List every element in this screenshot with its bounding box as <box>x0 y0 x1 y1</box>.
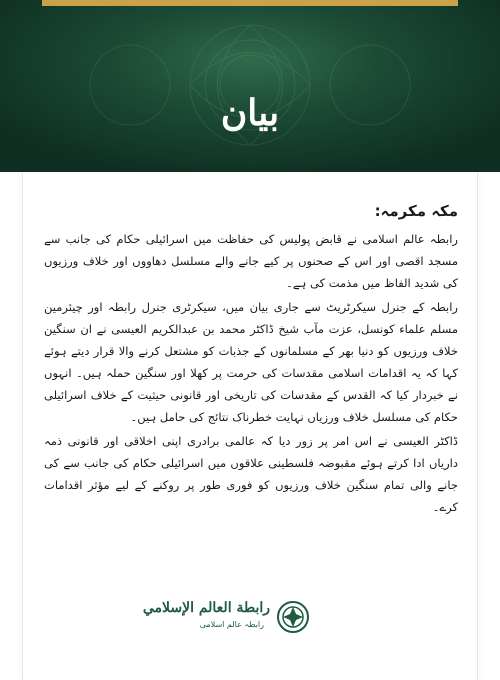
paragraph: ڈاکٹر العیسی نے اس امر پر زور دیا کہ عالمی برادری اپنی اخلاقی اور قانونی ذمہ داریاں ادا کرتے ہوئے مقبوضہ فلسطینی علاقوں میں اسرائیلی حکام کی جانب سے کی جانے والی تمام سنگین خلاف ورزیوں کو فوری طور پر روکنے کے لیے مؤثر اقدامات کرے۔ <box>44 434 458 514</box>
statement-body <box>44 200 458 520</box>
header-banner <box>0 0 500 172</box>
emblem-icon <box>276 600 310 634</box>
logo-subtitle: رابطہ عالم اسلامی <box>199 620 264 629</box>
logo-name: رابطة العالم الإسلامي <box>142 600 270 616</box>
organization-logo <box>142 598 310 646</box>
arabesque-pattern-icon <box>60 10 440 160</box>
paragraph: رابطہ عالم اسلامی نے قابض پولیس کی حفاظت میں اسرائیلی حکام کی جانب سے مسجد اقصی اور اس کے صحنوں پر کیے جانے والے مسلسل دھاووں اور خلاف ورزیوں کی شدید الفاظ میں مذمت کی ہے۔ <box>44 232 458 290</box>
paragraph: رابطہ کے جنرل سیکرٹریٹ سے جاری بیان میں، سیکرٹری جنرل رابطہ اور چیئرمین مسلم علماء کونسل، عزت مآب شیخ ڈاکٹر محمد بن عبدالکریم العیسی نے ان سنگین خلاف ورزیوں کو دنیا بھر کے مسلمانوں کے جذبات کو مشتعل کرنے والا قرار دیتے ہوئے کہا کہ یہ اقدامات اسلامی مقدسات کی حرمت پر کھلا اور سنگین حملہ ہیں۔ انہوں نے خبردار کیا کہ القدس کے مقدسات کی تاریخی اور قانونی حیثیت کے خلاف اسرائیلی حکام کی مسلسل خلاف ورزیاں نہایت خطرناک نتائج کی حامل ہیں۔ <box>44 300 458 424</box>
top-accent-bar <box>42 0 458 6</box>
location-heading: مکہ مکرمہ: <box>374 202 458 220</box>
page-title: بیان <box>220 92 280 134</box>
